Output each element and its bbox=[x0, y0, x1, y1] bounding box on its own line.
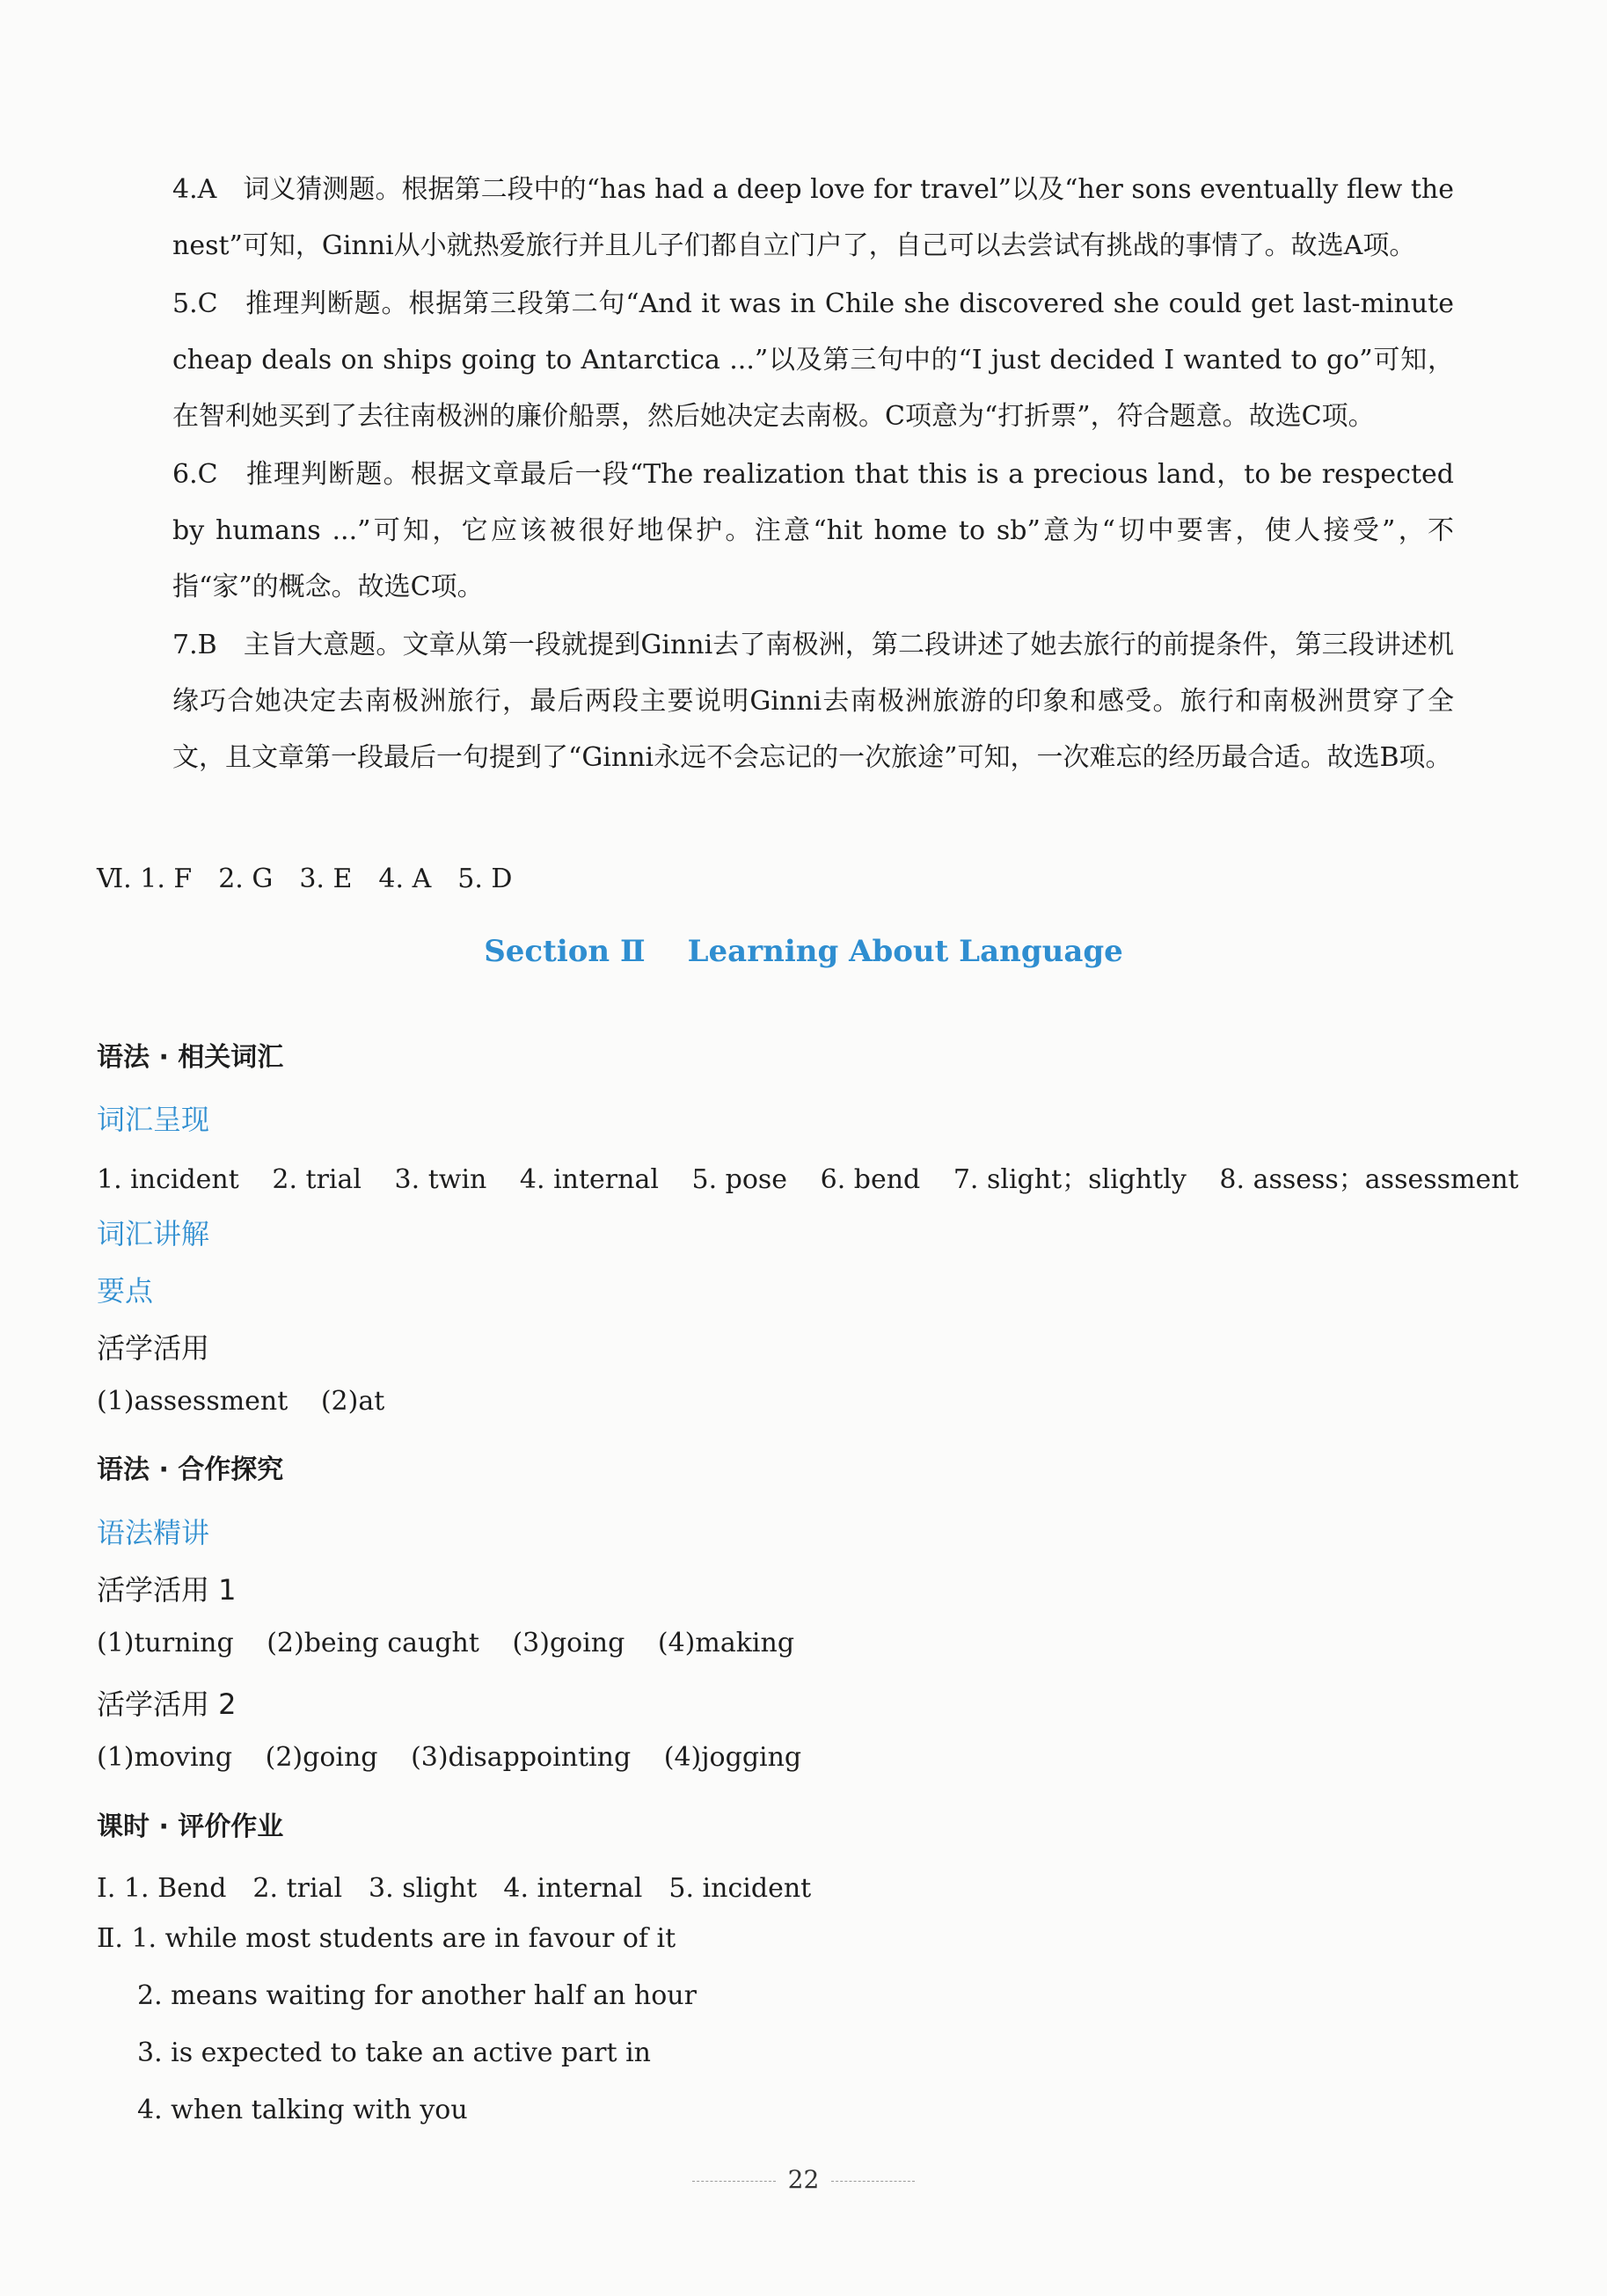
answer-6 bbox=[139, 447, 1454, 616]
list-item: 5. pose bbox=[691, 1164, 788, 1195]
heading-practice-2: 活学活用 2 bbox=[97, 1687, 237, 1721]
list-item: (4)jogging bbox=[663, 1742, 802, 1773]
heading-practice-1: 活学活用 1 bbox=[97, 1573, 237, 1607]
list-item: (3)disappointing bbox=[411, 1742, 632, 1773]
answer-6-text: 6.C 推理判断题。根据文章最后一段“The realization that this is a precious land，to be respected by humans ...”可知，它应该被很好地保护。注意“hit home to sb”意为“切中要害，使人接受”，不指“家”的概念。故选C项。 bbox=[172, 459, 1454, 602]
list-item: 6. bend bbox=[820, 1164, 921, 1195]
heading-grammar-coop: 语法 · 合作探究 bbox=[97, 1454, 284, 1485]
part-2-label: Ⅱ. 1. bbox=[97, 1923, 157, 1954]
list-item: (1)moving bbox=[97, 1742, 233, 1773]
answer-5-text: 5.C 推理判断题。根据第三段第二句“And it was in Chile she discovered she could get last-minute cheap deals on ships going to Antarctica ...”以及第三句中的“I just decided I wanted to go”可知，在智利她买到了去往南极洲的廉价船票，然后她决定去南极。C项意为“打折票”，符合题意。故选C项。 bbox=[172, 288, 1454, 432]
footer-rule-right bbox=[831, 2181, 915, 2182]
heading-grammar-explain: 语法精讲 bbox=[97, 1516, 210, 1549]
section-name: Learning About Language bbox=[687, 934, 1123, 969]
practice-1-items bbox=[97, 1628, 794, 1658]
list-item: (2)being caught bbox=[267, 1628, 479, 1658]
list-item: (3)going bbox=[512, 1628, 625, 1658]
list-item: (2)going bbox=[265, 1742, 378, 1773]
list-item: (1)turning bbox=[97, 1628, 234, 1658]
section-label: Section Ⅱ bbox=[484, 934, 646, 969]
answer-5 bbox=[139, 276, 1454, 445]
homework-part-1: Ⅰ. 1. Bend 2. trial 3. slight 4. internal 5. incident bbox=[97, 1873, 812, 1904]
homework-part-2-line-4: 4. when talking with you bbox=[137, 2095, 468, 2125]
answer-4 bbox=[139, 162, 1454, 274]
list-item: 2. trial bbox=[272, 1164, 362, 1195]
page-number: 22 bbox=[787, 2165, 820, 2194]
answer-4-text: 4.A 词义猜测题。根据第二段中的“has had a deep love for travel”以及“her sons eventually flew the nest”可知，Ginni从小就热爱旅行并且儿子们都自立门户了，自己可以去尝试有挑战的事情了。故选A项。 bbox=[172, 174, 1454, 261]
list-item: (4)making bbox=[657, 1628, 795, 1658]
list-item: while most students are in favour of it bbox=[164, 1923, 676, 1954]
heading-points: 要点 bbox=[97, 1274, 154, 1308]
homework-part-2-line-2: 2. means waiting for another half an hour bbox=[137, 1980, 697, 2011]
list-item: 8. assess；assessment bbox=[1219, 1164, 1519, 1195]
list-item: 7. slight；slightly bbox=[953, 1164, 1187, 1195]
part-6-answers: Ⅵ. 1. F 2. G 3. E 4. A 5. D bbox=[97, 864, 513, 894]
list-item: (1)assessment bbox=[97, 1386, 289, 1417]
list-item: 3. twin bbox=[394, 1164, 487, 1195]
answer-7 bbox=[139, 617, 1454, 786]
heading-vocab-present: 词汇呈现 bbox=[97, 1103, 210, 1136]
homework-part-2-line-3: 3. is expected to take an active part in bbox=[137, 2037, 651, 2068]
footer-rule-left bbox=[692, 2181, 776, 2182]
list-item: (2)at bbox=[320, 1386, 385, 1417]
vocab-present-items bbox=[97, 1157, 1519, 1196]
heading-homework: 课时 · 评价作业 bbox=[97, 1811, 284, 1842]
heading-practice: 活学活用 bbox=[97, 1331, 210, 1365]
answer-7-text: 7.B 主旨大意题。文章从第一段就提到Ginni去了南极洲，第二段讲述了她去旅行的前提条件，第三段讲述机缘巧合她决定去南极洲旅行，最后两段主要说明Ginni去南极洲旅游的印象和感受。旅行和南极洲贯穿了全文，且文章第一段最后一句提到了“Ginni永远不会忘记的一次旅途”可知，一次难忘的经历最合适。故选B项。 bbox=[172, 630, 1454, 773]
section-title bbox=[0, 934, 1607, 969]
heading-grammar-vocab: 语法 · 相关词汇 bbox=[97, 1042, 284, 1073]
homework-part-2-line-1 bbox=[97, 1923, 676, 1954]
practice-2-items bbox=[97, 1742, 801, 1773]
page-footer bbox=[0, 2165, 1607, 2194]
heading-vocab-explain: 词汇讲解 bbox=[97, 1217, 210, 1250]
list-item: 1. incident bbox=[97, 1164, 239, 1195]
practice-items bbox=[97, 1386, 384, 1417]
list-item: 4. internal bbox=[519, 1164, 659, 1195]
